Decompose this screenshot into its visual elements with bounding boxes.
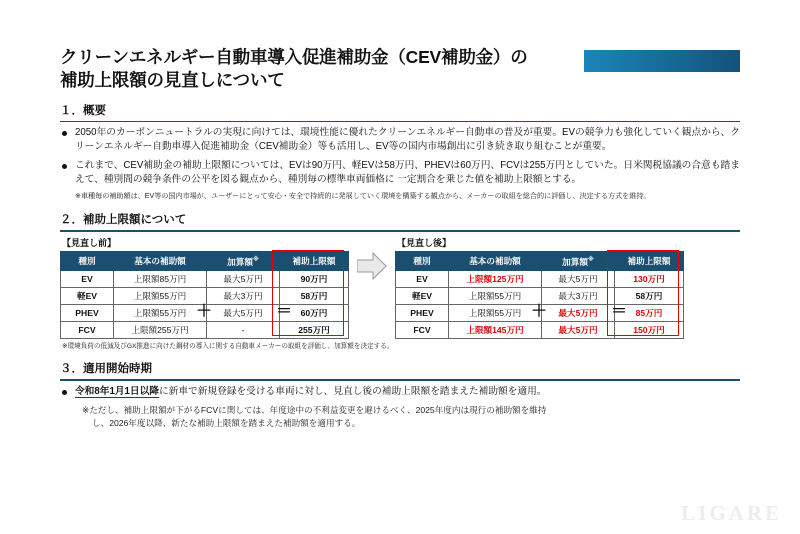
cell-cap: 130万円 [615,270,684,287]
col-header-add: 加算額※ [542,251,615,270]
section-1 [60,102,740,203]
page-title [60,46,740,93]
cell-add: 最大5万円 [542,270,615,287]
cell-add: 最大5万円 [542,304,615,321]
cell-cap: 58万円 [280,287,349,304]
cell-add: 最大3万円 [207,287,280,304]
section-3-note [82,404,740,432]
cell-base: 上限額85万円 [114,270,207,287]
cell-add: 最大5万円 [207,304,280,321]
table-before-block [60,236,349,339]
cell-base: 上限額55万円 [449,287,542,304]
table-after [395,251,684,339]
cell-add: - [207,321,280,338]
section-1-rule [60,121,740,123]
cell-category: 軽EV [61,287,114,304]
operator-equal: ＝ [276,302,293,320]
section-3-note-line2: し、2026年度以降、新たな補助上限額を踏まえた補助額を適用する。 [92,418,361,429]
cell-cap: 150万円 [615,321,684,338]
cell-base: 上限額55万円 [114,287,207,304]
cell-base: 上限額255万円 [114,321,207,338]
section-1-bullets [60,126,740,187]
transition-arrow-icon [355,236,389,280]
cell-add: 最大5万円 [542,321,615,338]
section-3 [60,360,740,431]
col-header-category: 種別 [61,251,114,270]
title-block [60,46,740,93]
section-2-heading: ２．補助上限額について [60,214,187,227]
page-title-line2: 補助上限額の見直しについて [60,70,285,91]
page-title-line1: クリーンエネルギー自動車導入促進補助金（CEV補助金）の [60,47,528,67]
table-header-row [61,251,349,270]
watermark: LIGARE [681,501,782,525]
section-2 [60,211,740,351]
cell-category: 軽EV [396,287,449,304]
table-before [60,251,349,339]
col-header-cap: 補助上限額 [615,251,684,270]
cell-cap: 60万円 [280,304,349,321]
col-header-cap: 補助上限額 [280,251,349,270]
section-3-bullets [60,385,740,399]
section-1-heading: １．概要 [60,104,106,117]
cell-add: 最大5万円 [207,270,280,287]
operator-plus: ＋ [531,302,548,320]
cell-category: EV [396,270,449,287]
table-after-caption: 【見直し後】 [397,237,452,248]
section-3-heading: ３．適用開始時期 [60,362,152,375]
cell-base: 上限額55万円 [449,304,542,321]
list-item: 2050年のカーボンニュートラルの実現に向けては、環境性能に優れたクリーンエネルギー自動車の普及が重要。EVの競争力も強化していく観点から、クリーンエネルギー自動車導入促進補助金（CEV補助金）等も活用し、EV等の国内市場創出に引き続き取り組むことが重要。 [60,126,740,154]
cell-base: 上限額125万円 [449,270,542,287]
cell-cap: 90万円 [280,270,349,287]
effective-date-rest: に新車で新規登録を受ける車両に対し、見直し後の補助上限額を踏まえた補助額を適用。 [158,385,547,397]
cell-add: 最大3万円 [542,287,615,304]
cell-category: FCV [396,321,449,338]
list-item [60,385,740,399]
section-2-rule [60,230,740,232]
section-3-note-line1: ※ただし、補助上限額が下がるFCVに関しては、年度途中の不利益変更を避けるべく、2025年度内は現行の補助額を維持 [82,404,547,415]
section-3-rule [60,379,740,381]
slide-root [60,46,740,498]
table-row [396,321,684,338]
cell-cap: 85万円 [615,304,684,321]
table-footnote: ※環境負荷の低減及びGX推進に向けた鋼材の導入に関する自動車メーカーの取組を評価し、加算額を決定する。 [62,342,394,350]
cell-cap: 255万円 [280,321,349,338]
cell-base: 上限額145万円 [449,321,542,338]
cell-cap: 58万円 [615,287,684,304]
section-1-note: ※車種毎の補助額は、EV等の国内市場が、ユーザーにとって安心・安全で持続的に発展していく環境を構築する観点から、メーカーの取組を総合的に評価し、決定する方式を維持。 [75,192,651,201]
table-row [396,270,684,287]
cell-base: 上限額55万円 [114,304,207,321]
col-header-category: 種別 [396,251,449,270]
cell-category: FCV [61,321,114,338]
cell-category: PHEV [396,304,449,321]
table-row [61,321,349,338]
effective-date: 令和8年1月1日以降 [75,385,159,397]
comparison-tables [60,236,740,339]
operator-equal: ＝ [611,302,628,320]
table-after-block [395,236,684,339]
cell-category: EV [61,270,114,287]
cell-category: PHEV [61,304,114,321]
col-header-base: 基本の補助額 [449,251,542,270]
list-item: これまで、CEV補助金の補助上限額については、EVは90万円、軽EVは58万円、PHEVは60万円、FCVは255万円としていた。日米関税協議の合意も踏まえて、種別間の競争条件の公平を図る観点から、種別毎の標準車両価格に 一定割合を乗じた値を補助上限額とする。 [60,159,740,187]
col-header-add: 加算額※ [207,251,280,270]
col-header-base: 基本の補助額 [114,251,207,270]
table-before-caption: 【見直し前】 [62,237,117,248]
operator-plus: ＋ [196,302,213,320]
table-header-row [396,251,684,270]
table-row [61,270,349,287]
